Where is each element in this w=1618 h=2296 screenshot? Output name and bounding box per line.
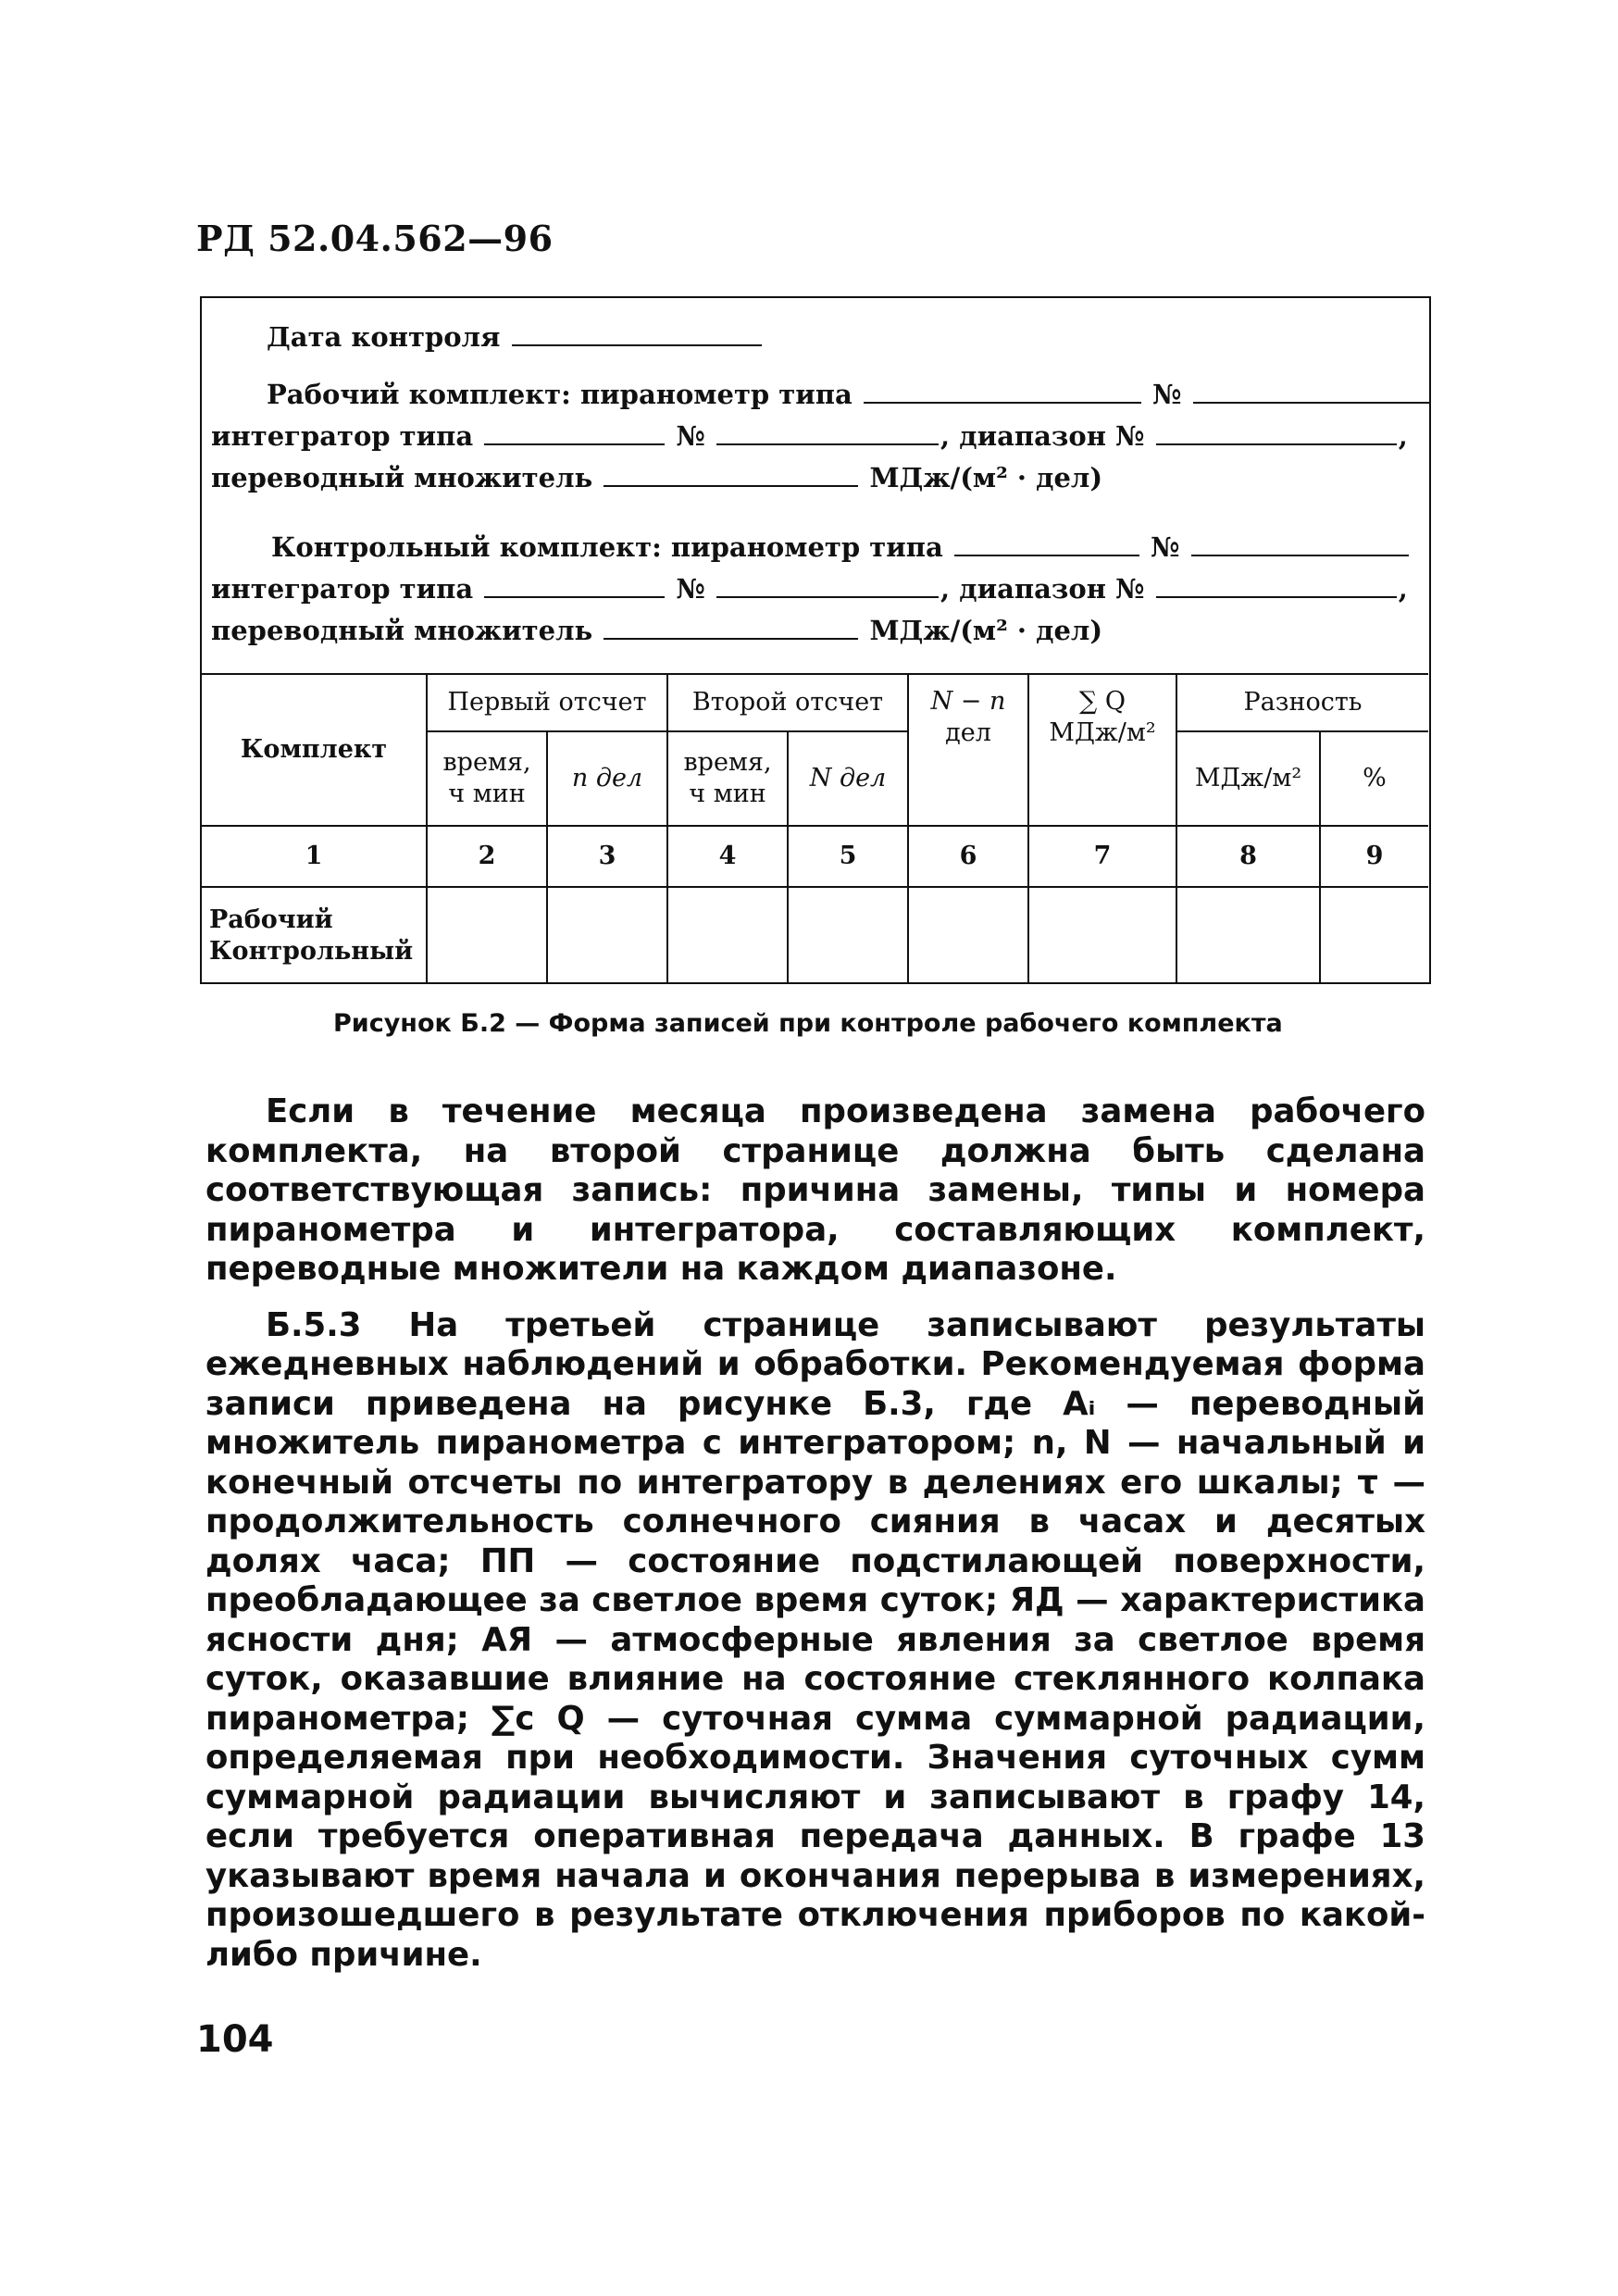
col-num: 6	[908, 826, 1028, 887]
working-integrator-no-blank	[716, 443, 939, 445]
sub-time-2-label: время,	[683, 748, 772, 778]
empty-cell[interactable]	[547, 887, 667, 984]
column-numbers-row	[202, 826, 1428, 887]
figure-caption: Рисунок Б.2 — Форма записей при контроле рабочего комплекта	[333, 1009, 1283, 1038]
control-range-label: , диапазон №	[940, 573, 1145, 605]
col-num: 7	[1028, 826, 1176, 887]
page-number: 104	[196, 2018, 274, 2061]
control-integrator-line	[211, 573, 1408, 605]
sub-time-1	[427, 731, 547, 826]
working-pyranometer-label: Рабочий комплект: пиранометр типа	[267, 379, 853, 410]
working-pyranometer-no-label: №	[1152, 379, 1182, 410]
control-integrator-type-blank	[484, 595, 665, 598]
sub-mj: МДж/м²	[1176, 731, 1320, 826]
sub-percent: %	[1320, 731, 1428, 826]
sub-time-2-unit: ч мин	[689, 780, 766, 808]
header-sum-q-symbol: ∑ Q	[1079, 687, 1126, 716]
header-set: Комплект	[202, 674, 427, 826]
working-factor-blank	[604, 484, 858, 487]
working-range-blank	[1156, 443, 1397, 445]
col-num: 4	[667, 826, 788, 887]
empty-cell[interactable]	[908, 887, 1028, 984]
body-text	[205, 1092, 1425, 1991]
empty-cell[interactable]	[1320, 887, 1428, 984]
paragraph: Если в течение месяца произведена замена рабочего комплекта, на второй странице должна быть сделана соответствующая запись: причина замены, типы и номера пиранометра и интегратора, составляющих комплект, переводные множители на каждом диапазоне.	[205, 1092, 1425, 1288]
header-second-reading: Второй отсчет	[667, 674, 908, 731]
empty-cell[interactable]	[788, 887, 908, 984]
control-pyranometer-label: Контрольный комплект: пиранометр типа	[271, 531, 943, 563]
header-sum-q-unit: МДж/м²	[1049, 718, 1156, 747]
control-pyranometer-no-blank	[1191, 554, 1409, 556]
control-form	[200, 296, 1431, 984]
control-comma: ,	[1398, 573, 1408, 605]
col-num: 1	[202, 826, 427, 887]
col-num: 8	[1176, 826, 1320, 887]
control-pyranometer-no-label: №	[1150, 531, 1180, 563]
sub-time-1-unit: ч мин	[448, 780, 526, 808]
empty-cell[interactable]	[427, 887, 547, 984]
empty-cell[interactable]	[1176, 887, 1320, 984]
document-id: РД 52.04.562—96	[196, 218, 554, 259]
date-blank	[512, 343, 762, 346]
control-factor-label: переводный множитель	[211, 615, 593, 646]
working-factor-unit: МДж/(м² · дел)	[869, 462, 1103, 493]
date-field	[267, 321, 764, 353]
data-row	[202, 887, 1428, 984]
col-num: 5	[788, 826, 908, 887]
working-integrator-label: интегратор типа	[211, 420, 474, 452]
sub-N: N дел	[788, 731, 908, 826]
date-label: Дата контроля	[267, 321, 501, 353]
col-num: 9	[1320, 826, 1428, 887]
header-n-diff-formula: N − n	[930, 687, 1006, 716]
control-range-blank	[1156, 595, 1397, 598]
working-factor-line	[211, 462, 1103, 493]
working-range-label: , диапазон №	[940, 420, 1145, 452]
row-label-control: Контрольный	[209, 937, 414, 966]
working-factor-label: переводный множитель	[211, 462, 593, 493]
control-integrator-no-label: №	[676, 573, 705, 605]
header-difference: Разность	[1176, 674, 1428, 731]
empty-cell[interactable]	[1028, 887, 1176, 984]
working-integrator-no-label: №	[676, 420, 705, 452]
row-labels	[202, 887, 427, 984]
paragraph: Б.5.3 На третьей странице записывают результаты ежедневных наблюдений и обработки. Рекомендуемая форма записи приведена на рисунке Б.3, где Aᵢ — переводный множитель пиранометра с интегратором; n, N — начальный и конечный отсчеты по интегратору в делениях его шкалы; τ — продолжительность солнечного сияния в часах и десятых долях часа; ПП — состояние подстилающей поверхности, преобладающее за светлое время суток; ЯД — характеристика ясности дня; АЯ — атмосферные явления за светлое время суток, оказавшие влияние на состояние стеклянного колпака пиранометра; ∑c Q — суточная сумма суммарной радиации, определяемая при необходимости. Значения суточных сумм суммарной радиации вычисляют и записывают в графу 14, если требуется оперативная передача данных. В графе 13 указывают время начала и окончания перерыва в измерениях, произошедшего в результате отключения приборов по какой-либо причине.	[205, 1305, 1425, 1974]
control-table	[202, 673, 1428, 984]
header-n-diff	[908, 674, 1028, 826]
working-pyranometer-type-blank	[864, 401, 1141, 404]
control-factor-line	[211, 615, 1103, 646]
col-num: 2	[427, 826, 547, 887]
sub-time-2	[667, 731, 788, 826]
working-comma: ,	[1398, 420, 1408, 452]
header-first-reading: Первый отсчет	[427, 674, 667, 731]
col-num: 3	[547, 826, 667, 887]
working-integrator-type-blank	[484, 443, 665, 445]
sub-time-1-label: время,	[442, 748, 531, 778]
control-factor-unit: МДж/(м² · дел)	[869, 615, 1103, 646]
empty-cell[interactable]	[667, 887, 788, 984]
header-sum-q	[1028, 674, 1176, 826]
control-integrator-no-blank	[716, 595, 939, 598]
control-pyranometer-line	[271, 531, 1411, 563]
row-label-working: Рабочий	[209, 905, 333, 935]
sub-n: n дел	[547, 731, 667, 826]
control-integrator-label: интегратор типа	[211, 573, 474, 605]
working-pyranometer-no-blank	[1193, 401, 1429, 404]
working-integrator-line	[211, 420, 1408, 452]
control-pyranometer-type-blank	[954, 554, 1139, 556]
header-n-diff-unit: дел	[945, 718, 991, 747]
control-factor-blank	[604, 637, 858, 640]
working-pyranometer-line	[267, 381, 1431, 408]
